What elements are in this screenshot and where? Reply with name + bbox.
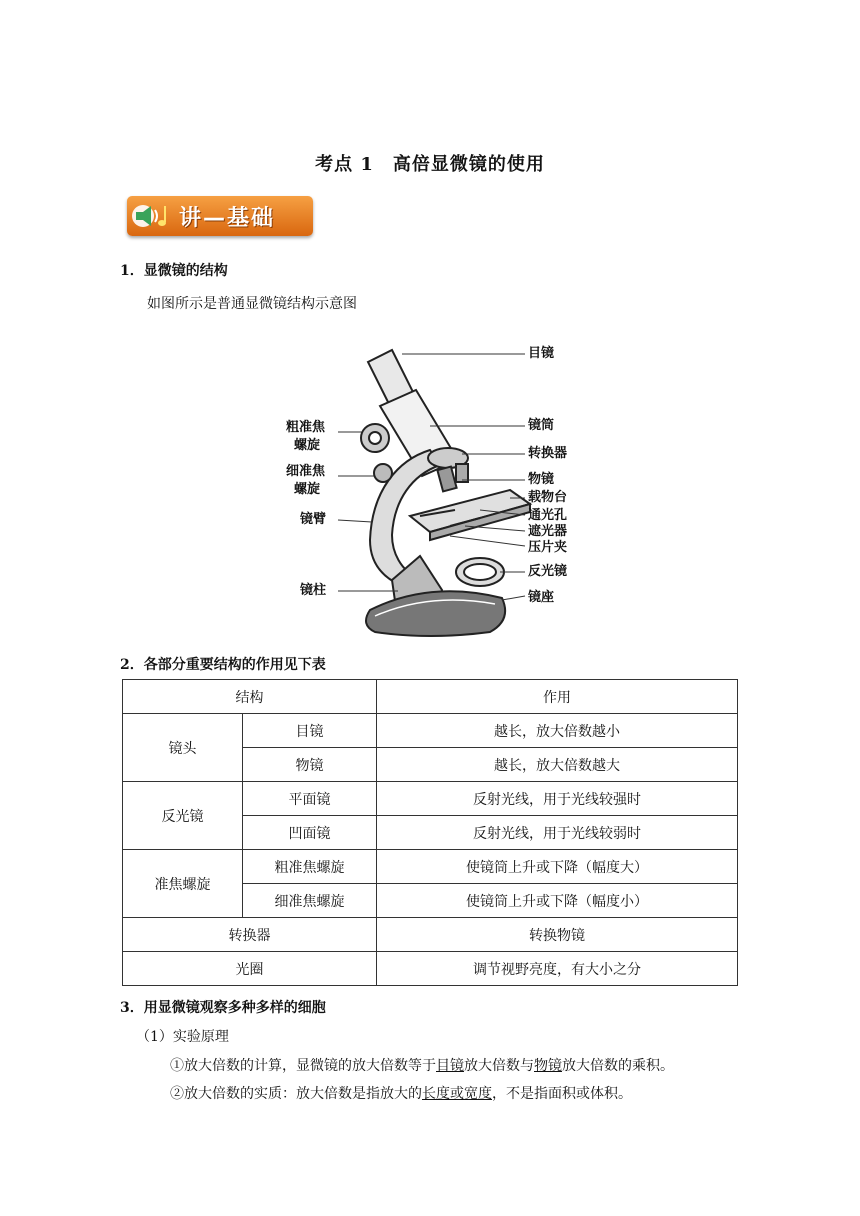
section2-heading: 2．各部分重要结构的作用见下表 <box>120 657 326 673</box>
label-aperture: 通光孔 <box>528 508 568 523</box>
label-mirror: 反光镜 <box>528 564 568 579</box>
part-name: 平面镜 <box>243 782 377 816</box>
part-function: 反射光线，用于光线较强时 <box>377 782 738 816</box>
speaker-note-icon <box>127 196 179 236</box>
label-tube: 镜筒 <box>528 418 555 433</box>
group-name: 反光镜 <box>123 782 243 850</box>
section-badge <box>127 196 313 236</box>
part-function: 使镜筒上升或下降（幅度大） <box>377 850 738 884</box>
table-row <box>123 714 738 748</box>
group-name: 镜头 <box>123 714 243 782</box>
part-name: 转换器 <box>123 918 377 952</box>
label-objective: 物镜 <box>528 472 555 487</box>
diagram-caption: 如图所示是普通显微镜结构示意图 <box>147 296 357 312</box>
label-stage: 载物台 <box>528 490 568 505</box>
part-function: 反射光线，用于光线较弱时 <box>377 816 738 850</box>
group-name: 准焦螺旋 <box>123 850 243 918</box>
text-span: ，不是指面积或体积。 <box>492 1086 632 1102</box>
underlined-term: 目镜 <box>436 1058 464 1074</box>
section1-heading: 1．显微镜的结构 <box>120 263 228 279</box>
label-fine-1: 细准焦 <box>286 464 326 479</box>
table-header-row <box>123 680 738 714</box>
underlined-term: 物镜 <box>534 1058 562 1074</box>
table-row <box>123 918 738 952</box>
part-function: 越长，放大倍数越小 <box>377 714 738 748</box>
microscope-diagram <box>280 340 580 645</box>
part-function: 使镜筒上升或下降（幅度小） <box>377 884 738 918</box>
label-clip: 压片夹 <box>528 540 568 555</box>
label-coarse-2: 螺旋 <box>294 438 321 453</box>
page-title: 考点 1 高倍显微镜的使用 <box>315 154 545 175</box>
header-structure: 结构 <box>123 680 377 714</box>
label-fine-2: 螺旋 <box>294 482 321 497</box>
label-coarse-1: 粗准焦 <box>286 420 326 435</box>
label-pillar: 镜柱 <box>300 583 327 598</box>
table-row <box>123 850 738 884</box>
part-function: 转换物镜 <box>377 918 738 952</box>
principle-line-1 <box>170 1055 674 1075</box>
label-diaphragm: 遮光器 <box>528 524 568 539</box>
label-base: 镜座 <box>528 590 555 605</box>
part-name: 目镜 <box>243 714 377 748</box>
header-function: 作用 <box>377 680 738 714</box>
part-name: 粗准焦螺旋 <box>243 850 377 884</box>
label-arm: 镜臂 <box>300 512 327 527</box>
part-name: 细准焦螺旋 <box>243 884 377 918</box>
table-row <box>123 782 738 816</box>
text-span: 放大倍数与 <box>464 1058 534 1074</box>
part-name: 物镜 <box>243 748 377 782</box>
part-function: 越长，放大倍数越大 <box>377 748 738 782</box>
part-name: 光圈 <box>123 952 377 986</box>
badge-label: 讲—基础 <box>179 205 276 231</box>
principle-line-2 <box>170 1083 632 1103</box>
label-eyepiece: 目镜 <box>528 346 555 361</box>
part-name: 凹面镜 <box>243 816 377 850</box>
part-function: 调节视野亮度，有大小之分 <box>377 952 738 986</box>
text-span: 放大倍数的乘积。 <box>562 1058 674 1074</box>
structure-function-table <box>122 679 738 986</box>
label-nosepiece: 转换器 <box>528 446 568 461</box>
text-span: ②放大倍数的实质：放大倍数是指放大的 <box>170 1086 422 1102</box>
section3-heading: 3．用显微镜观察多种多样的细胞 <box>120 1000 326 1016</box>
table-row <box>123 952 738 986</box>
text-span: ①放大倍数的计算，显微镜的放大倍数等于 <box>170 1058 436 1074</box>
underlined-term: 长度或宽度 <box>422 1086 492 1102</box>
subsection-heading: （1）实验原理 <box>136 1029 229 1045</box>
